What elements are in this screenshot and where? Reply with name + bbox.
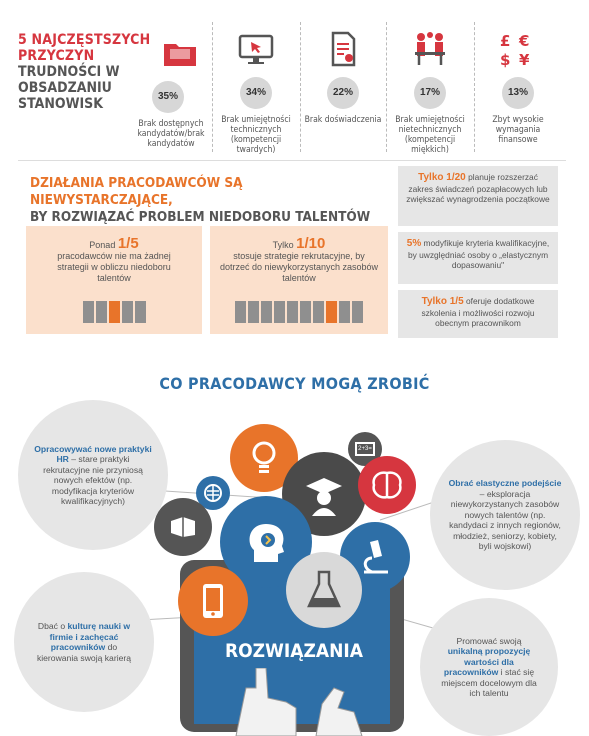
solution-bubble xyxy=(430,440,580,590)
reason-text: Brak umiejętności nietechnicznych (kompetencji miękkich) xyxy=(395,115,465,155)
stat-box xyxy=(210,226,388,334)
book-icon xyxy=(154,498,212,556)
svg-text:£: £ xyxy=(500,32,511,50)
stat-prefix: Tylko xyxy=(272,240,294,250)
side-stat-highlight: 5% xyxy=(406,238,422,249)
side-stat-text: planuje rozszerzać zakres świadczeń pozapłacowych lub zwiększać wynagrodzenia początkowe xyxy=(406,172,550,204)
side-stat-highlight: Tylko 1/5 xyxy=(421,296,464,307)
person-icon xyxy=(313,301,324,323)
person-icon xyxy=(274,301,285,323)
svg-text:¥: ¥ xyxy=(519,51,530,68)
stat-text: pracodawców nie ma żadnej strategii w obliczu niedoboru talentów xyxy=(57,251,171,283)
reason-item xyxy=(128,26,208,156)
person-icon xyxy=(83,301,94,323)
person-icon xyxy=(135,301,146,323)
person-icon xyxy=(287,301,298,323)
bubble-bold: kulturę nauki w firmie i zachęcać pracowników xyxy=(49,621,131,652)
tablet-label: ROZWIĄZANIA xyxy=(224,640,364,662)
bubble-bold: Opracowywać nowe praktyki HR xyxy=(34,443,152,464)
bubble-text: – eksploracja niewykorzystanych zasobów nowych talentów (np. kandydaci z innych regionów, młodzież, seniorzy, kobiety, byli wojskowi) xyxy=(449,488,561,552)
stat-value: 1/10 xyxy=(296,235,326,252)
divider xyxy=(212,22,213,152)
meeting-icon xyxy=(411,30,449,68)
document-icon xyxy=(324,30,362,68)
side-stat xyxy=(398,166,558,226)
stat-line xyxy=(26,235,202,252)
person-icon xyxy=(122,301,133,323)
side-stat xyxy=(398,290,558,338)
reasons-title-grey: TRUDNOŚCI W OBSADZANIU STANOWISK xyxy=(18,64,120,112)
reason-percent: 13% xyxy=(502,77,534,109)
reason-text: Brak doświadczenia xyxy=(304,115,382,125)
person-icon xyxy=(96,301,107,323)
bubble-pre: Promować swoją xyxy=(456,635,522,646)
chalkboard-text: 2+3= xyxy=(355,442,375,456)
stat-prefix: Ponad xyxy=(89,240,116,250)
divider xyxy=(474,22,475,152)
monitor-icon xyxy=(237,30,275,68)
person-icon xyxy=(235,301,246,323)
people-row xyxy=(26,301,202,326)
solution-bubble xyxy=(18,400,168,550)
person-icon xyxy=(248,301,259,323)
person-icon xyxy=(300,301,311,323)
smartphone-icon xyxy=(178,566,248,636)
reason-text: Zbyt wysokie wymagania finansowe xyxy=(492,115,544,145)
person-icon xyxy=(261,301,272,323)
stat-value: 1/5 xyxy=(117,235,139,252)
bubble-pre: Dbać o xyxy=(37,621,68,631)
svg-text:$: $ xyxy=(500,51,511,68)
reason-item xyxy=(216,26,296,156)
reason-text: Brak dostępnych kandydatów/brak kandydatów xyxy=(137,119,205,149)
person-icon xyxy=(352,301,363,323)
side-stat xyxy=(398,232,558,284)
solution-bubble xyxy=(14,572,154,712)
stat-box xyxy=(26,226,202,334)
person-icon xyxy=(109,301,120,323)
person-icon xyxy=(326,301,337,323)
reason-percent: 34% xyxy=(240,77,272,109)
reason-item xyxy=(478,26,558,156)
stat-text: stosuje strategie rekrutacyjne, by dotrzeć do niewykorzystanych zasobów talentów xyxy=(219,251,379,283)
actions-heading xyxy=(30,175,380,226)
side-stat-text: oferuje dodatkowe szkolenia i możliwości rozwoju obecnym pracownikom xyxy=(421,296,535,328)
reason-text: Brak umiejętności technicznych (kompetencji twardych) xyxy=(221,115,291,155)
reason-item xyxy=(303,26,383,156)
folder-icon xyxy=(161,34,199,72)
brain-icon xyxy=(358,456,416,514)
person-icon xyxy=(339,301,350,323)
solution-bubble xyxy=(420,598,558,736)
solutions-heading: CO PRACODAWCY MOGĄ ZROBIĆ xyxy=(159,374,430,393)
section-divider xyxy=(18,160,566,161)
stat-line xyxy=(210,235,388,252)
actions-heading-orange: DZIAŁANIA PRACODAWCÓW SĄ NIEWYSTARCZAJĄCE, xyxy=(30,175,243,208)
side-stat-text: modyfikuje kryteria kwalifikacyjne, by uwzględniać osoby o „elastycznym dopasowaniu" xyxy=(407,238,550,270)
currency-icon xyxy=(499,30,537,68)
bubble-text: do kierowania swoją karierą xyxy=(36,642,132,663)
side-stat-highlight: Tylko 1/20 xyxy=(418,172,466,183)
bubble-text: i stać się miejscem docelowym dla ich talentu xyxy=(441,667,537,698)
svg-text:€: € xyxy=(519,32,530,50)
hand-icon xyxy=(226,668,366,736)
bubble-bold: Obrać elastyczne podejście xyxy=(448,478,562,489)
reason-item xyxy=(390,26,470,156)
people-row xyxy=(210,301,388,326)
reason-percent: 22% xyxy=(327,77,359,109)
actions-heading-grey: BY ROZWIĄZAĆ PROBLEM NIEDOBORU TALENTÓW xyxy=(30,209,371,225)
divider xyxy=(386,22,387,152)
divider xyxy=(300,22,301,152)
bubble-text: – stare praktyki rekrutacyjne nie przyniosą nowych efektów (np. modyfikacja kryteriów kwalifikacyjnych) xyxy=(43,454,143,506)
reasons-title-red: 5 NAJCZĘSTSZYCH PRZYCZYN xyxy=(18,32,151,64)
reason-percent: 35% xyxy=(152,81,184,113)
bubble-bold: unikalną propozycję wartości dla pracowników xyxy=(443,646,531,677)
flask-icon xyxy=(286,552,362,628)
reason-percent: 17% xyxy=(414,77,446,109)
